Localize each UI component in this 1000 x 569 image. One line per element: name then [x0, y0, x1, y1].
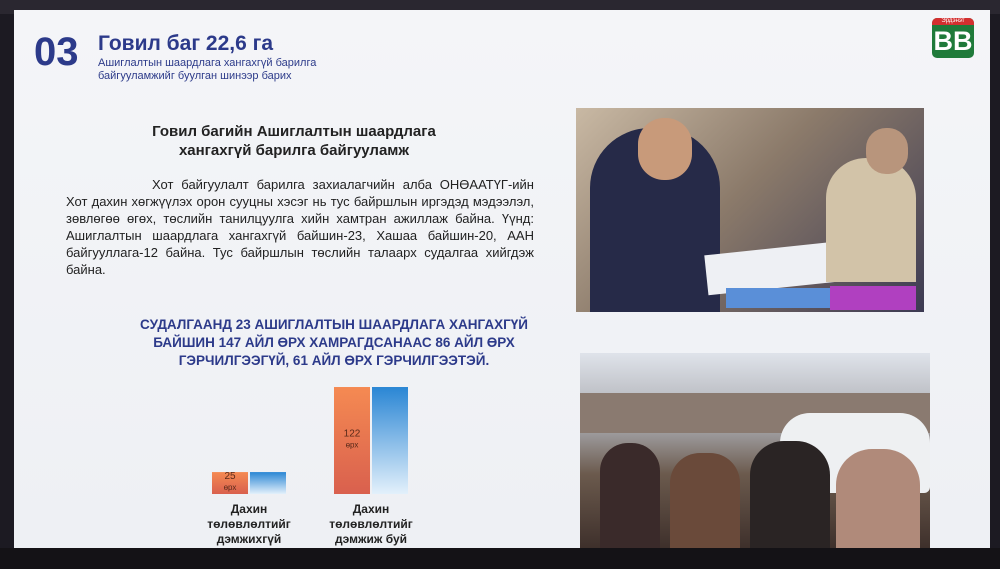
chart-bar	[250, 472, 286, 494]
chart-data-label: өрх	[223, 483, 237, 493]
logo-mark: BB	[933, 26, 973, 56]
resident-figure	[670, 453, 740, 555]
person-face	[638, 118, 692, 180]
chart-data-label: 122	[343, 428, 361, 440]
chart-data-label: 25	[224, 471, 236, 483]
resident-figure	[836, 449, 920, 555]
section-number: 03	[34, 30, 79, 74]
survey-finding: СУДАЛГААНД 23 АШИГЛАЛТЫН ШААРДЛАГА ХАНГАХГҮЙ БАЙШИН 147 АЙЛ ӨРХ ХАМРАГДСАНААС 86 АЙЛ ӨРХ ГЭРЧИЛГЭЭГҮЙ, 61 АЙЛ ӨРХ ГЭРЧИЛГЭЭТЭЙ.	[140, 317, 528, 368]
section-title: Говил баг 22,6 га	[98, 32, 274, 55]
content-heading: Говил багийн Ашиглалтын шаардлага хангахгүй барилга байгууламж	[152, 123, 436, 159]
logo-top-text: Эрдэнэт	[932, 18, 974, 25]
person-face-right	[866, 128, 908, 174]
room-background-bottom	[0, 548, 1000, 569]
purple-folder	[830, 286, 916, 310]
company-logo	[932, 18, 974, 58]
person-seated-right	[826, 158, 916, 282]
chart-data-label: өрх	[345, 440, 359, 450]
blue-folder	[726, 288, 836, 308]
section-subtitle: Ашиглалтын шаардлага хангахгүй барилга байгууламжийг буулган шинээр барих	[98, 57, 317, 82]
resident-figure	[750, 441, 830, 555]
chart-category-label: Дахин төлөвлөлтийг дэмжихгүй	[207, 502, 291, 546]
chart-bar	[372, 387, 408, 494]
content-paragraph: Хот байгуулалт барилга захиалагчийн алба ОНӨААТҮГ-ийн Хот дахин хөгжүүлэх орон сууцны хэсэг нь тус байршлын иргэдэд мэдээлэл, зөвлөгөө өгөх, төслийн танилцуулга хийн хамтран ажиллаж байна. Үүнд: Ашиглалтын шаардлага хангахгүй байшин-23, Хашаа байшин-20, ААН байгууллага-12 байна. Тус байршлын төслийн талаарх судалгаа хийгдэж байна.	[66, 177, 534, 277]
office-meeting-photo	[576, 108, 924, 312]
household-bar-chart	[174, 370, 474, 548]
resident-figure	[600, 443, 660, 555]
presentation-slide	[14, 10, 990, 548]
residents-gathering-photo	[580, 353, 930, 555]
chart-category-label: Дахин төлөвлөлтийг дэмжиж буй	[329, 502, 413, 546]
